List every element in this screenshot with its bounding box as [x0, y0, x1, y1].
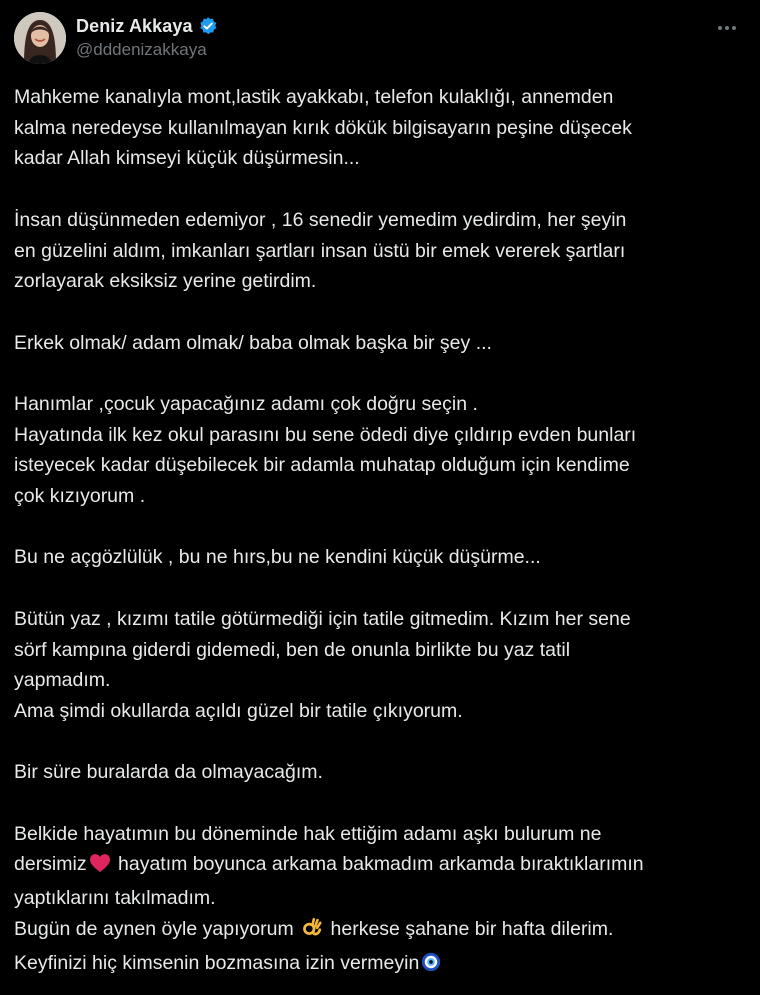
paragraph-gap — [14, 788, 750, 819]
paragraph-gap — [14, 297, 750, 328]
paragraph-gap — [14, 727, 750, 758]
author-display-name[interactable]: Deniz Akkaya — [76, 15, 193, 36]
tweet-line: isteyecek kadar düşebilecek bir adamla muhatap olduğum için kendime — [14, 454, 630, 477]
red-heart-emoji — [89, 852, 111, 883]
tweet-line: yaptıklarını takılmadım. — [14, 887, 216, 910]
tweet-line: sörf kampına giderdi gidemedi, ben de onunla birlikte bu yaz tatil — [14, 638, 571, 661]
paragraph-gap — [14, 174, 750, 205]
tweet-line: Mahkeme kanalıyla mont,lastik ayakkabı, telefon kulaklığı, annemden — [14, 86, 614, 108]
tweet-text — [14, 82, 750, 981]
tweet-line: Bu ne açgözlülük , bu ne hırs,bu ne kendini küçük düşürme... — [14, 546, 541, 569]
avatar[interactable] — [14, 12, 66, 64]
author-handle[interactable]: @dddenizakkaya — [76, 40, 207, 59]
ok-hand-emoji — [301, 916, 323, 948]
tweet-line: Bütün yaz , kızımı tatile götürmediği için tatile gitmedim. Kızım her sene — [14, 607, 631, 630]
tweet-line-segment: hayatım boyunca arkama bakmadım arkamda bıraktıklarımın — [112, 853, 644, 876]
tweet-line: Ama şimdi okullarda açıldı güzel bir tatile çıkıyorum. — [14, 699, 463, 722]
author-names — [76, 14, 218, 60]
tweet-line: Hanımlar ,çocuk yapacağınız adamı çok doğru seçin . — [14, 392, 478, 415]
tweet-line: kadar Allah kimseyi küçük düşürmesin... — [14, 147, 360, 170]
tweet-header — [14, 12, 746, 64]
tweet-line — [14, 914, 750, 948]
tweet-line: Belkide hayatımın bu döneminde hak ettiğim adamı aşkı bulurum ne — [14, 822, 602, 845]
avatar-image — [14, 12, 66, 64]
tweet-line — [14, 849, 750, 883]
more-options-icon[interactable] — [712, 18, 742, 38]
nazar-amulet-emoji — [421, 951, 441, 982]
tweet-line: İnsan düşünmeden edemiyor , 16 senedir yemedim yedirdim, her şeyin — [14, 208, 627, 231]
tweet-line: Erkek olmak/ adam olmak/ baba olmak başka bir şey ... — [14, 331, 492, 354]
tweet-line: Bir süre buralarda da olmayacağım. — [14, 761, 323, 784]
tweet-line: kalma neredeyse kullanılmayan kırık dökük bilgisayarın peşine düşecek — [14, 116, 632, 139]
paragraph-gap — [14, 573, 750, 604]
display-name-row — [76, 14, 218, 38]
paragraph-gap — [14, 358, 750, 389]
tweet-line — [14, 948, 750, 982]
tweet-line: yapmadım. — [14, 669, 111, 692]
tweet-line: Hayatında ilk kez okul parasını bu sene ödedi diye çıldırıp evden bunları — [14, 423, 637, 446]
tweet-line-segment: Keyfinizi hiç kimsenin bozmasına izin vermeyin — [14, 951, 420, 974]
paragraph-gap — [14, 512, 750, 543]
verified-badge-icon — [198, 16, 218, 36]
tweet-line: en güzelini aldım, imkanları şartları insan üstü bir emek vererek şartları — [14, 239, 626, 262]
tweet-line: zorlayarak eksiksiz yerine getirdim. — [14, 270, 317, 293]
tweet-line-segment: dersimiz — [14, 853, 87, 876]
tweet-line-segment: Bugün de aynen öyle yapıyorum — [14, 917, 300, 940]
tweet-line: çok kızıyorum . — [14, 485, 146, 508]
tweet-line-segment: herkese şahane bir hafta dilerim. — [325, 917, 614, 940]
